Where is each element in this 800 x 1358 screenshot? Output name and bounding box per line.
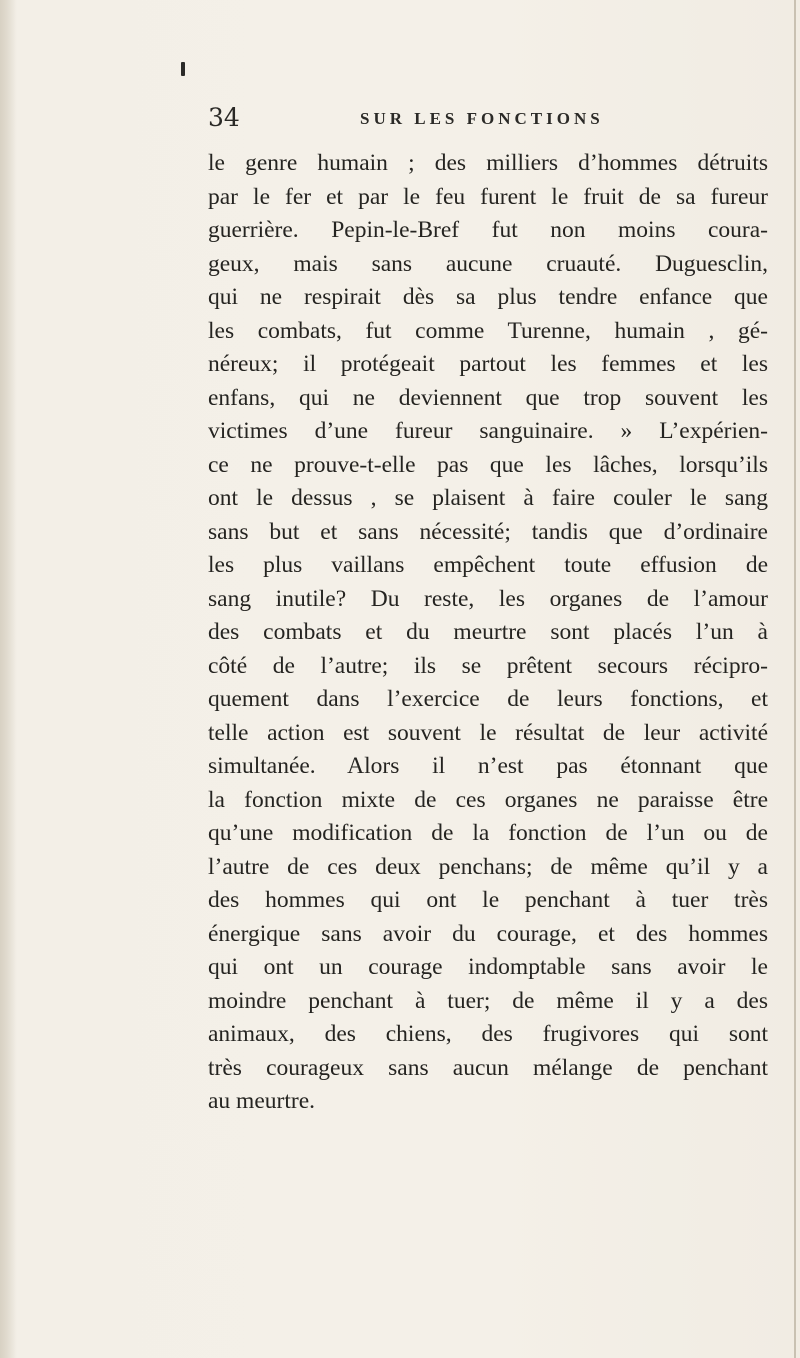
- text-line: victimes d’une fureur sanguinaire. » L’expérien-: [208, 418, 768, 444]
- text-line: des hommes qui ont le penchant à tuer très: [208, 887, 768, 913]
- body-text: [208, 147, 768, 1119]
- text-line: qui ont un courage indomptable sans avoir le: [208, 954, 768, 980]
- text-line: enfans, qui ne deviennent que trop souvent les: [208, 384, 768, 411]
- text-line: très courageux sans aucun mélange de penchant: [208, 1054, 768, 1081]
- page-number: 34: [208, 103, 240, 132]
- text-line: telle action est souvent le résultat de leur activité: [208, 719, 768, 746]
- text-line: ont le dessus , se plaisent à faire couler le sang: [208, 485, 768, 511]
- text-line: simultanée. Alors il n’est pas étonnant que: [208, 753, 768, 779]
- text-line: le genre humain ; des milliers d’hommes détruits: [208, 150, 768, 176]
- text-line: sang inutile? Du reste, les organes de l’amour: [208, 585, 768, 612]
- text-line: au meurtre.: [208, 1088, 316, 1114]
- ink-mark: [181, 62, 185, 76]
- text-line: énergique sans avoir du courage, et des hommes: [208, 920, 768, 947]
- text-line: qui ne respirait dès sa plus tendre enfance que: [208, 284, 768, 310]
- text-line: qu’une modification de la fonction de l’un ou de: [208, 820, 768, 846]
- text-line: geux, mais sans aucune cruauté. Duguesclin,: [208, 250, 768, 277]
- text-line: des combats et du meurtre sont placés l’un à: [208, 619, 768, 645]
- text-line: guerrière. Pepin-le-Bref fut non moins coura-: [208, 217, 768, 243]
- text-line: moindre penchant à tuer; de même il y a des: [208, 987, 768, 1014]
- text-line: par le fer et par le feu furent le fruit de sa fureur: [208, 183, 768, 210]
- text-line: côté de l’autre; ils se prêtent secours récipro-: [208, 652, 768, 679]
- text-line: sans but et sans nécessité; tandis que d’ordinaire: [208, 518, 768, 545]
- page-edge-rule: [794, 0, 796, 1358]
- text-line: les plus vaillans empêchent toute effusion de: [208, 552, 768, 578]
- text-line: l’autre de ces deux penchans; de même qu’il y a: [208, 853, 768, 880]
- text-line: la fonction mixte de ces organes ne paraisse être: [208, 786, 768, 813]
- spine-shadow: [0, 0, 16, 1358]
- page-header: [208, 103, 756, 137]
- text-line: animaux, des chiens, des frugivores qui sont: [208, 1021, 768, 1047]
- text-line: les combats, fut comme Turenne, humain , gé-: [208, 317, 768, 344]
- running-head: SUR LES FONCTIONS: [360, 109, 604, 128]
- text-line: quement dans l’exercice de leurs fonctions, et: [208, 686, 768, 712]
- text-line: néreux; il protégeait partout les femmes et les: [208, 351, 768, 377]
- text-line: ce ne prouve-t-elle pas que les lâches, lorsqu’ils: [208, 451, 768, 478]
